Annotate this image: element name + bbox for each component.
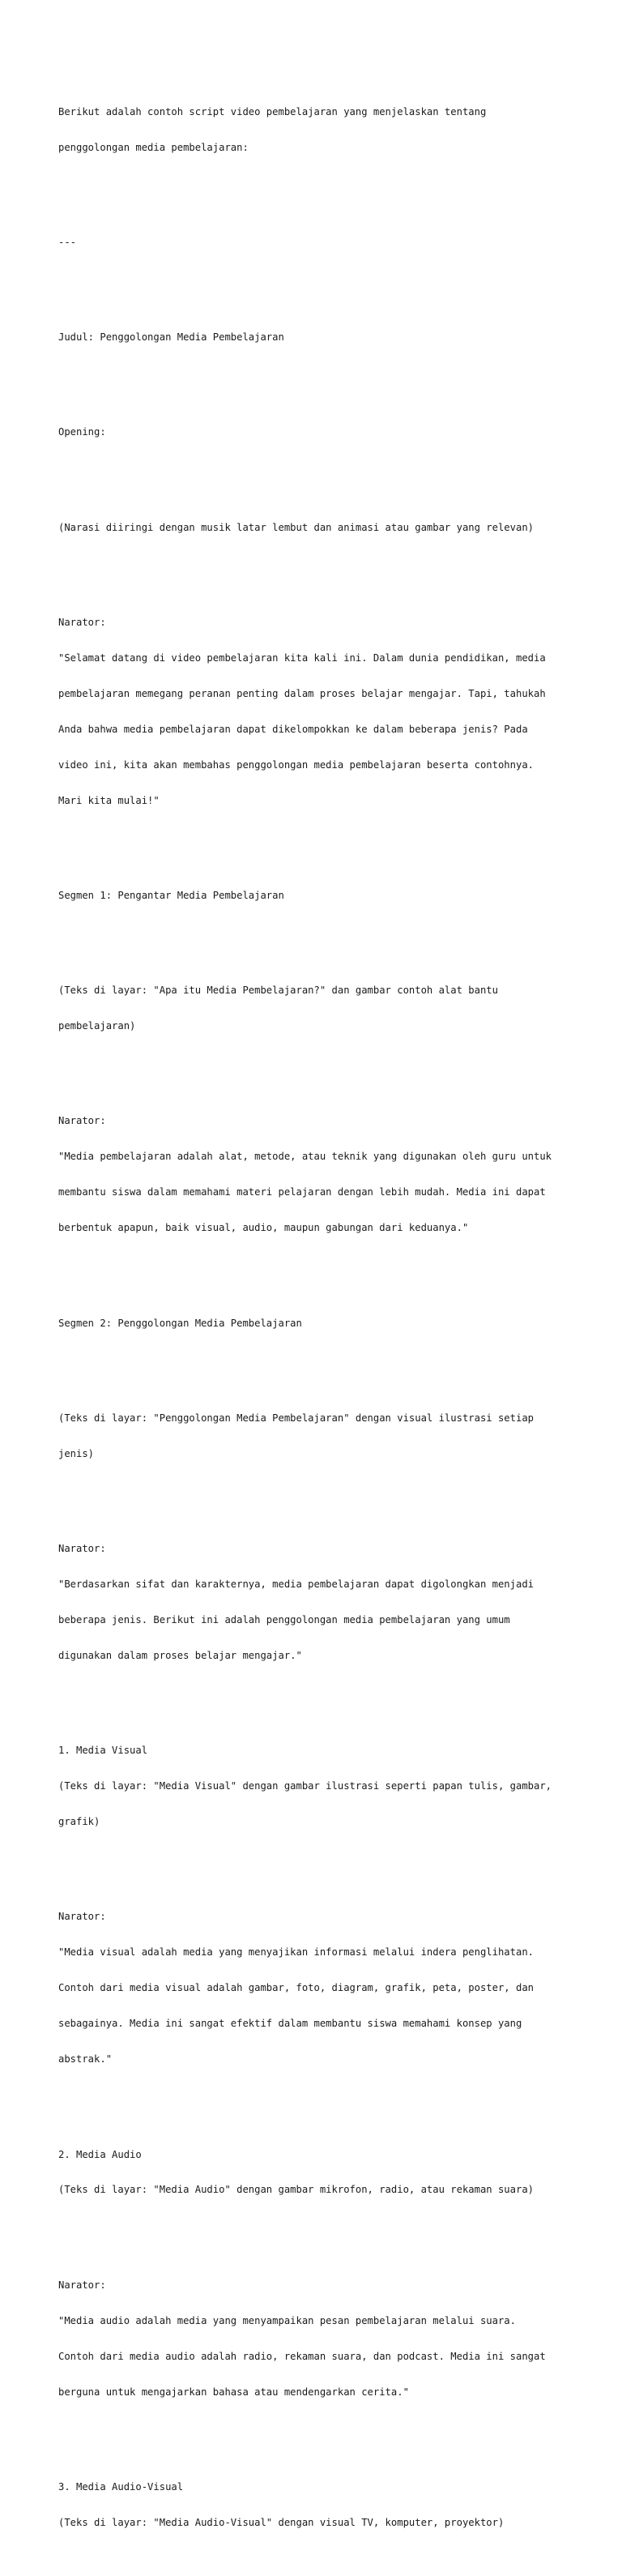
text-line: "Selamat datang di video pembelajaran kita kali ini. Dalam dunia pendidikan, media (58, 651, 546, 664)
text-line: --- (58, 236, 77, 248)
text-line: video ini, kita akan membahas penggolongan media pembelajaran beserta contohnya. (58, 758, 534, 771)
text-line: 3. Media Audio-Visual (58, 2480, 184, 2493)
segment2-note (58, 1389, 577, 1484)
segment1-narration (58, 1091, 577, 1258)
text-line: Segmen 1: Pengantar Media Pembelajaran (58, 889, 284, 901)
text-line: membantu siswa dalam memahami materi pelajaran dengan lebih mudah. Media ini dapat (58, 1186, 546, 1198)
text-line: penggolongan media pembelajaran: (58, 141, 249, 153)
text-line: 1. Media Visual (58, 1745, 148, 1757)
media-audio-narration (58, 2255, 577, 2421)
document-title (58, 308, 577, 367)
text-line: sebagainya. Media ini sangat efektif dalam membantu siswa memahami konsep yang (58, 2018, 522, 2030)
text-line: Mari kita mulai!" (58, 794, 160, 806)
text-line: (Teks di layar: "Media Audio-Visual" dengan visual TV, komputer, proyektor) (58, 2516, 505, 2528)
text-line: Narator: (58, 1911, 106, 1923)
text-line: Judul: Penggolongan Media Pembelajaran (58, 331, 284, 344)
media-visual-heading (58, 1721, 577, 1852)
text-line: abstrak." (58, 2053, 113, 2065)
text-line: pembelajaran memegang peranan penting dalam proses belajar mengajar. Tapi, tahukah (58, 687, 546, 699)
text-line: Contoh dari media visual adalah gambar, foto, diagram, grafik, peta, poster, dan (58, 1982, 534, 1994)
text-line: Opening: (58, 426, 106, 438)
text-line: Narator: (58, 1543, 106, 1555)
text-line: (Teks di layar: "Media Visual" dengan gambar ilustrasi seperti papan tulis, gambar, (58, 1780, 552, 1792)
text-line: Contoh dari media audio adalah radio, rekaman suara, dan podcast. Media ini sangat (58, 2350, 546, 2362)
text-line: jenis) (58, 1447, 95, 1459)
text-line: pembelajaran) (58, 1020, 136, 1032)
text-line: "Media visual adalah media yang menyajikan informasi melalui indera penglihatan. (58, 1946, 534, 1959)
media-audiovisual-heading (58, 2458, 577, 2553)
text-line: Anda bahwa media pembelajaran dapat dikelompokkan ke dalam beberapa jenis? Pada (58, 723, 528, 735)
text-line: Berikut adalah contoh script video pembelajaran yang menjelaskan tentang (58, 105, 487, 117)
text-line: (Teks di layar: "Penggolongan Media Pembelajaran" dengan visual ilustrasi setiap (58, 1412, 534, 1424)
text-line: "Berdasarkan sifat dan karakternya, media pembelajaran dapat digolongkan menjadi (58, 1578, 534, 1590)
text-line: Narator: (58, 616, 106, 628)
text-line: "Media pembelajaran adalah alat, metode, atau teknik yang digunakan oleh guru untuk (58, 1151, 552, 1163)
text-line: (Teks di layar: "Media Audio" dengan gambar mikrofon, radio, atau rekaman suara) (58, 2184, 534, 2196)
separator (58, 213, 577, 272)
opening-heading (58, 403, 577, 462)
opening-note (58, 498, 577, 557)
intro-paragraph (58, 82, 577, 177)
segment1-note (58, 961, 577, 1056)
text-line: Segmen 2: Penggolongan Media Pembelajaran (58, 1317, 302, 1329)
text-line: beberapa jenis. Berikut ini adalah penggolongan media pembelajaran yang umum (58, 1613, 510, 1625)
text-line: (Teks di layar: "Apa itu Media Pembelajaran?" dan gambar contoh alat bantu (58, 985, 498, 997)
segment2-heading (58, 1293, 577, 1352)
text-line: "Media audio adalah media yang menyampaikan pesan pembelajaran melalui suara. (58, 2314, 516, 2326)
text-line: Narator: (58, 1115, 106, 1127)
text-line: (Narasi diiringi dengan musik latar lembut dan animasi atau gambar yang relevan) (58, 521, 534, 533)
segment1-heading (58, 866, 577, 925)
text-line: grafik) (58, 1816, 100, 1828)
text-line: berguna untuk mengajarkan bahasa atau mendengarkan cerita." (58, 2386, 409, 2398)
media-audio-heading (58, 2125, 577, 2219)
text-line: digunakan dalam proses belajar mengajar." (58, 1649, 302, 1661)
segment2-narration (58, 1519, 577, 1685)
document-page (58, 58, 577, 2576)
text-line: berbentuk apapun, baik visual, audio, maupun gabungan dari keduanya." (58, 1222, 469, 1234)
text-line: 2. Media Audio (58, 2148, 142, 2160)
text-line: Narator: (58, 2279, 106, 2291)
opening-narration (58, 593, 577, 831)
media-visual-narration (58, 1887, 577, 2089)
